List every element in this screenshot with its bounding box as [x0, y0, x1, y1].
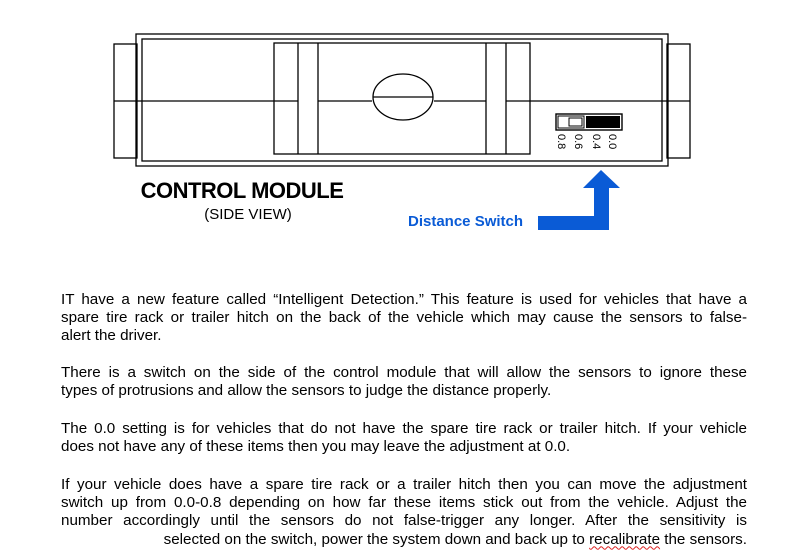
text-segment: the sensors.	[660, 530, 747, 548]
text-line: alert the driver.	[61, 327, 162, 345]
text-line	[61, 531, 747, 549]
text-line: If your vehicle does have a spare tire rack or a trailer hitch then you can move the adjustment	[61, 476, 747, 493]
arrow-up-icon	[538, 170, 620, 230]
text-line: The 0.0 setting is for vehicles that do not have the spare tire rack or trailer hitch. If your vehicle	[61, 420, 747, 437]
text-line: types of protrusions and allow the sensors to judge the distance properly.	[61, 382, 552, 400]
distance-switch-label: Distance Switch	[408, 213, 524, 230]
switch-scale-label: 0.6	[572, 134, 584, 150]
paragraph-intelligent-detection	[61, 291, 747, 346]
text-line: does not have any of these items then you may leave the adjustment at 0.0.	[61, 438, 571, 456]
text-line: switch up from 0.0-0.8 depending on how far these items stick out from the vehicle. Adjust the	[61, 494, 747, 512]
text-line: spare tire rack or trailer hitch on the back of the vehicle which may cause the sensors to false-	[61, 309, 747, 327]
mounting-bracket	[274, 43, 530, 154]
paragraph-adjustment	[61, 476, 747, 549]
module-housing	[136, 34, 668, 166]
text-line: IT have a new feature called “Intelligent Detection.” This feature is used for vehicles that have a	[61, 291, 747, 308]
switch-scale-label: 0.8	[555, 134, 567, 150]
paragraph-zero-setting	[61, 420, 747, 456]
text-segment: selected on the switch, power the system down and back up to	[163, 530, 585, 548]
diagram-title: CONTROL MODULE	[140, 178, 344, 203]
spellcheck-word: recalibrate	[589, 530, 661, 548]
switch-scale-label: 0.4	[590, 134, 602, 150]
text-line: There is a switch on the side of the control module that will allow the sensors to ignore these	[61, 364, 747, 381]
switch-scale-label: 0.0	[606, 134, 618, 150]
distance-switch	[556, 114, 622, 130]
text-line: number accordingly until the sensors do not false-trigger any longer. After the sensitivity is	[61, 512, 747, 530]
paragraph-switch-description	[61, 364, 747, 400]
diagram-subtitle: (SIDE VIEW)	[204, 206, 292, 223]
